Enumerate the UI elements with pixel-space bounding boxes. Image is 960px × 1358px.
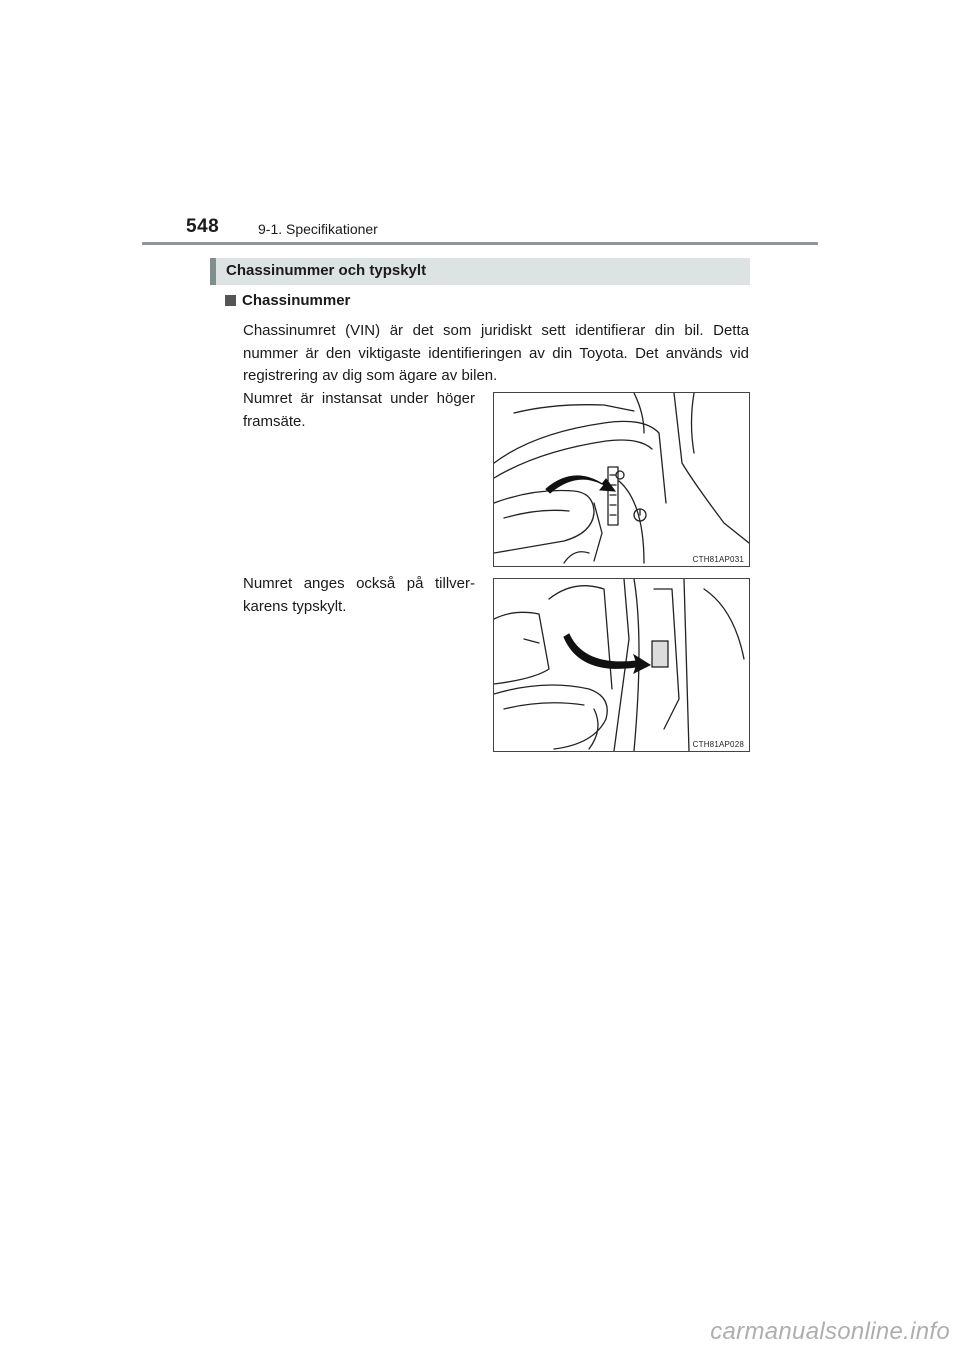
label-location-text: Numret anges också på tillver-karens typskylt. xyxy=(243,575,475,615)
section-reference: 9-1. Specifikationer xyxy=(258,221,378,237)
section-heading-box xyxy=(210,258,750,285)
section-title: Chassinummer och typskylt xyxy=(226,262,427,279)
square-bullet-icon xyxy=(225,295,236,306)
watermark: carmanualsonline.info xyxy=(710,1318,950,1345)
door-pillar-illustration xyxy=(494,579,749,751)
header-divider xyxy=(142,242,818,245)
vin-location-text: Numret är instansat under höger framsäte. xyxy=(243,390,475,430)
vin-description: Chassinumret (VIN) är det som juridiskt sett identifierar din bil. Detta nummer är den viktigaste identifieringen av din Toyota. Det används vid registrering av dig som ägare av bilen. xyxy=(243,322,749,384)
subsection-heading xyxy=(225,292,350,309)
figure-seat-vin xyxy=(493,392,750,567)
seat-illustration xyxy=(494,393,749,566)
subsection-title: Chassinummer xyxy=(242,292,351,309)
figure-code: CTH81AP028 xyxy=(692,740,744,749)
figure-code: CTH81AP031 xyxy=(692,555,744,564)
figure-door-label xyxy=(493,578,750,752)
page-number: 548 xyxy=(186,216,220,237)
